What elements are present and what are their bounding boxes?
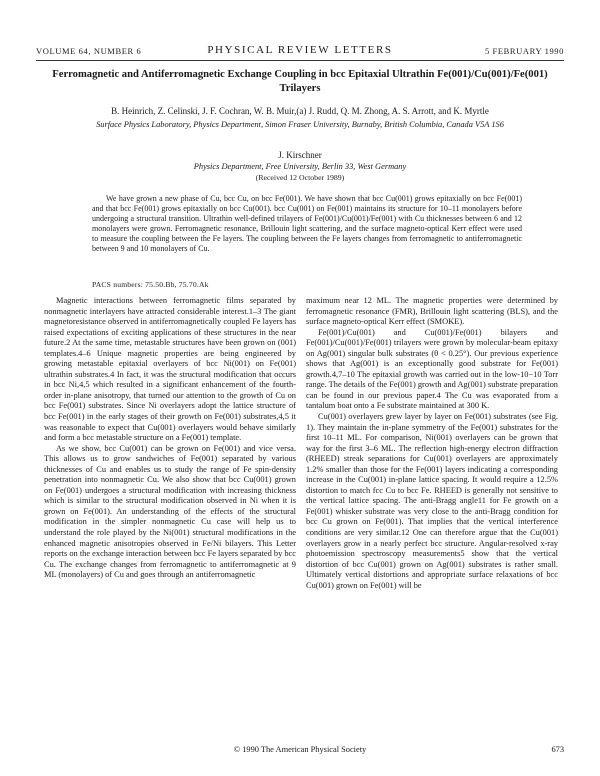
paragraph: Magnetic interactions between ferromagnetic films separated by nonmagnetic interlayers have attracted considerable interest.1–3 The giant magnetoresistance observed in antiferromagnetically coupled Fe layers has raised expectations of exciting applications of these structures in the near future.2 At the same time, metastable structures have been grown on (001) templates.4–6 Unique magnetic properties are being engineered by growing metastable epitaxial overlayers of bcc Ni(001) on Fe(001) ultrathin substrates.4 In fact, it was the structural modification that occurs in bcc Ni,4,5 which resulted in a significant enhancement of the fourth-order in-plane anisotropy, that turned our attention to the growth of Cu on bcc Fe(001) substrates. Since Ni overlayers adopt the lattice structure of bcc Fe(001) in the early stages of their growth on Fe(001) substrates,4,5 it was reasonable to expect that Cu(001) overlayers would behave similarly and form a bcc metastable structure on a Fe(001) template. xyxy=(44,296,296,443)
article-title: Ferromagnetic and Antiferromagnetic Exchange Coupling in bcc Epitaxial Ultrathin Fe(001)/Cu(001)/Fe(001) Trilayers xyxy=(52,69,548,94)
pacs-numbers: PACS numbers: 75.50.Bb, 75.70.Ak xyxy=(92,280,209,289)
body-column-right xyxy=(306,296,558,591)
paragraph: maximum near 12 ML. The magnetic properties were determined by ferromagnetic resonance (FMR), Brillouin light scattering (BLS), and the surface magneto-optical Kerr effect (SMOKE). xyxy=(306,296,558,327)
paragraph: Cu(001) overlayers grew layer by layer on Fe(001) substrates (see Fig. 1). They maintain the in-plane symmetry of the Fe(001) substrates for the first 10–11 ML. For comparison, Ni(001) overlayers can be grown that way for the first 3–6 ML. The reflection high-energy electron diffraction (RHEED) streak separations for Cu(001) overlayers are approximately 1.2% smaller than those for the Fe(001) layers indicating a corresponding increase in the Cu(001) in-plane lattice spacing. It would require a 12.5% distortion to match fcc Cu to bcc Fe. RHEED is generally not sensitive to the vertical lattice spacing. The anti-Bragg angle11 for Fe growth on a Fe(001) whisker substrate was very close to the anti-Bragg condition for bcc Cu grown on Fe(001). That implies that the vertical interference conditions are very similar.12 One can therefore argue that the Cu(001) overlayers grow in a nearly perfect bcc structure. Angular-resolved x-ray photoemission spectroscopy measurements5 show that the vertical distortion of bcc Cu(001) grown on Ag(001) substrates is rather small. Ultimately vertical distortions and appropriate surface relaxations of bcc Cu(001) grown on Fe(001) will be xyxy=(306,412,558,590)
received-date: (Received 12 October 1989) xyxy=(255,173,345,182)
affiliation-primary: Surface Physics Laboratory, Physics Department, Simon Fraser University, Burnaby, British Columbia, Canada V5A 1S6 xyxy=(96,120,504,129)
body-column-left xyxy=(44,296,296,581)
volume-issue: VOLUME 64, NUMBER 6 xyxy=(36,46,142,56)
affiliation-secondary: Physics Department, Free University, Berlin 33, West Germany xyxy=(193,162,407,171)
journal-name: PHYSICAL REVIEW LETTERS xyxy=(207,44,393,56)
running-head xyxy=(36,44,564,58)
page-number: 673 xyxy=(551,745,564,754)
abstract: We have grown a new phase of Cu, bcc Cu, on bcc Fe(001). We have shown that bcc Cu(001) grows epitaxially on bcc Fe(001) and that bcc Fe(001) grows epitaxially on bcc Cu(001). bcc Cu(001) on Fe(001) maintains its structure for 10–11 monolayers before undergoing a structural transition. Ultrathin well-defined trilayers of Fe(001)/Cu(001)/Fe(001) with Cu thicknesses between 6 and 12 monolayers were grown. Ferromagnetic resonance, Brillouin light scattering, and the surface magneto-optical Kerr effect were used to measure the coupling between the Fe layers. The coupling between the Fe layers changes from ferromagnetic to antiferromagnetic between 9 and 10 monolayers of Cu. xyxy=(92,194,522,254)
paragraph: As we show, bcc Cu(001) can be grown on Fe(001) and vice versa. This allows us to grow sandwiches of Fe(001) separated by various thicknesses of Cu and enables us to study the range of Fe spin-density penetration into nonmagnetic Cu. We also show that bcc Cu(001) grown on Fe(001) undergoes a structural modification with increasing thickness which is similar to the structural modification observed in Ni when it is grown on Fe(001). An understanding of the effects of the structural modification in the simpler nonmagnetic Cu case will help us to understand the role played by the Ni(001) structural modifications in the enhanced magnetic anisotropies observed in Fe/Ni bilayers. This Letter reports on the exchange interaction between bcc Fe layers separated by bcc Cu. The exchange changes from ferromagnetic to antiferromagnetic at 9 ML (monolayers) of Cu and goes through an antiferromagnetic xyxy=(44,443,296,580)
issue-date: 5 FEBRUARY 1990 xyxy=(484,46,564,56)
header-rule xyxy=(36,60,564,61)
paragraph: Fe(001)/Cu(001) and Cu(001)/Fe(001) bilayers and Fe(001)/Cu(001)/Fe(001) trilayers were grown by molecular-beam epitaxy on Ag(001) singular bulk substrates (θ < 0.25°). Our previous experience shows that Ag(001) is an exceptionally good substrate for Fe(001) growth.4,7–10 The epitaxial growth was carried out in the low-10−10 Torr range. The details of the Fe(001) growth and Ag(001) substrate preparation can be found in our previous paper.4 The Cu was evaporated from a tantalum boat onto a Fe substrate maintained at 300 K. xyxy=(306,327,558,411)
author-list: B. Heinrich, Z. Celinski, J. F. Cochran, W. B. Muir,(a) J. Rudd, Q. M. Zhong, A. S. Arrott, and K. Myrtle xyxy=(111,106,489,116)
author-secondary: J. Kirschner xyxy=(278,150,322,160)
page-footer xyxy=(36,745,564,759)
copyright-notice: © 1990 The American Physical Society xyxy=(233,745,367,754)
